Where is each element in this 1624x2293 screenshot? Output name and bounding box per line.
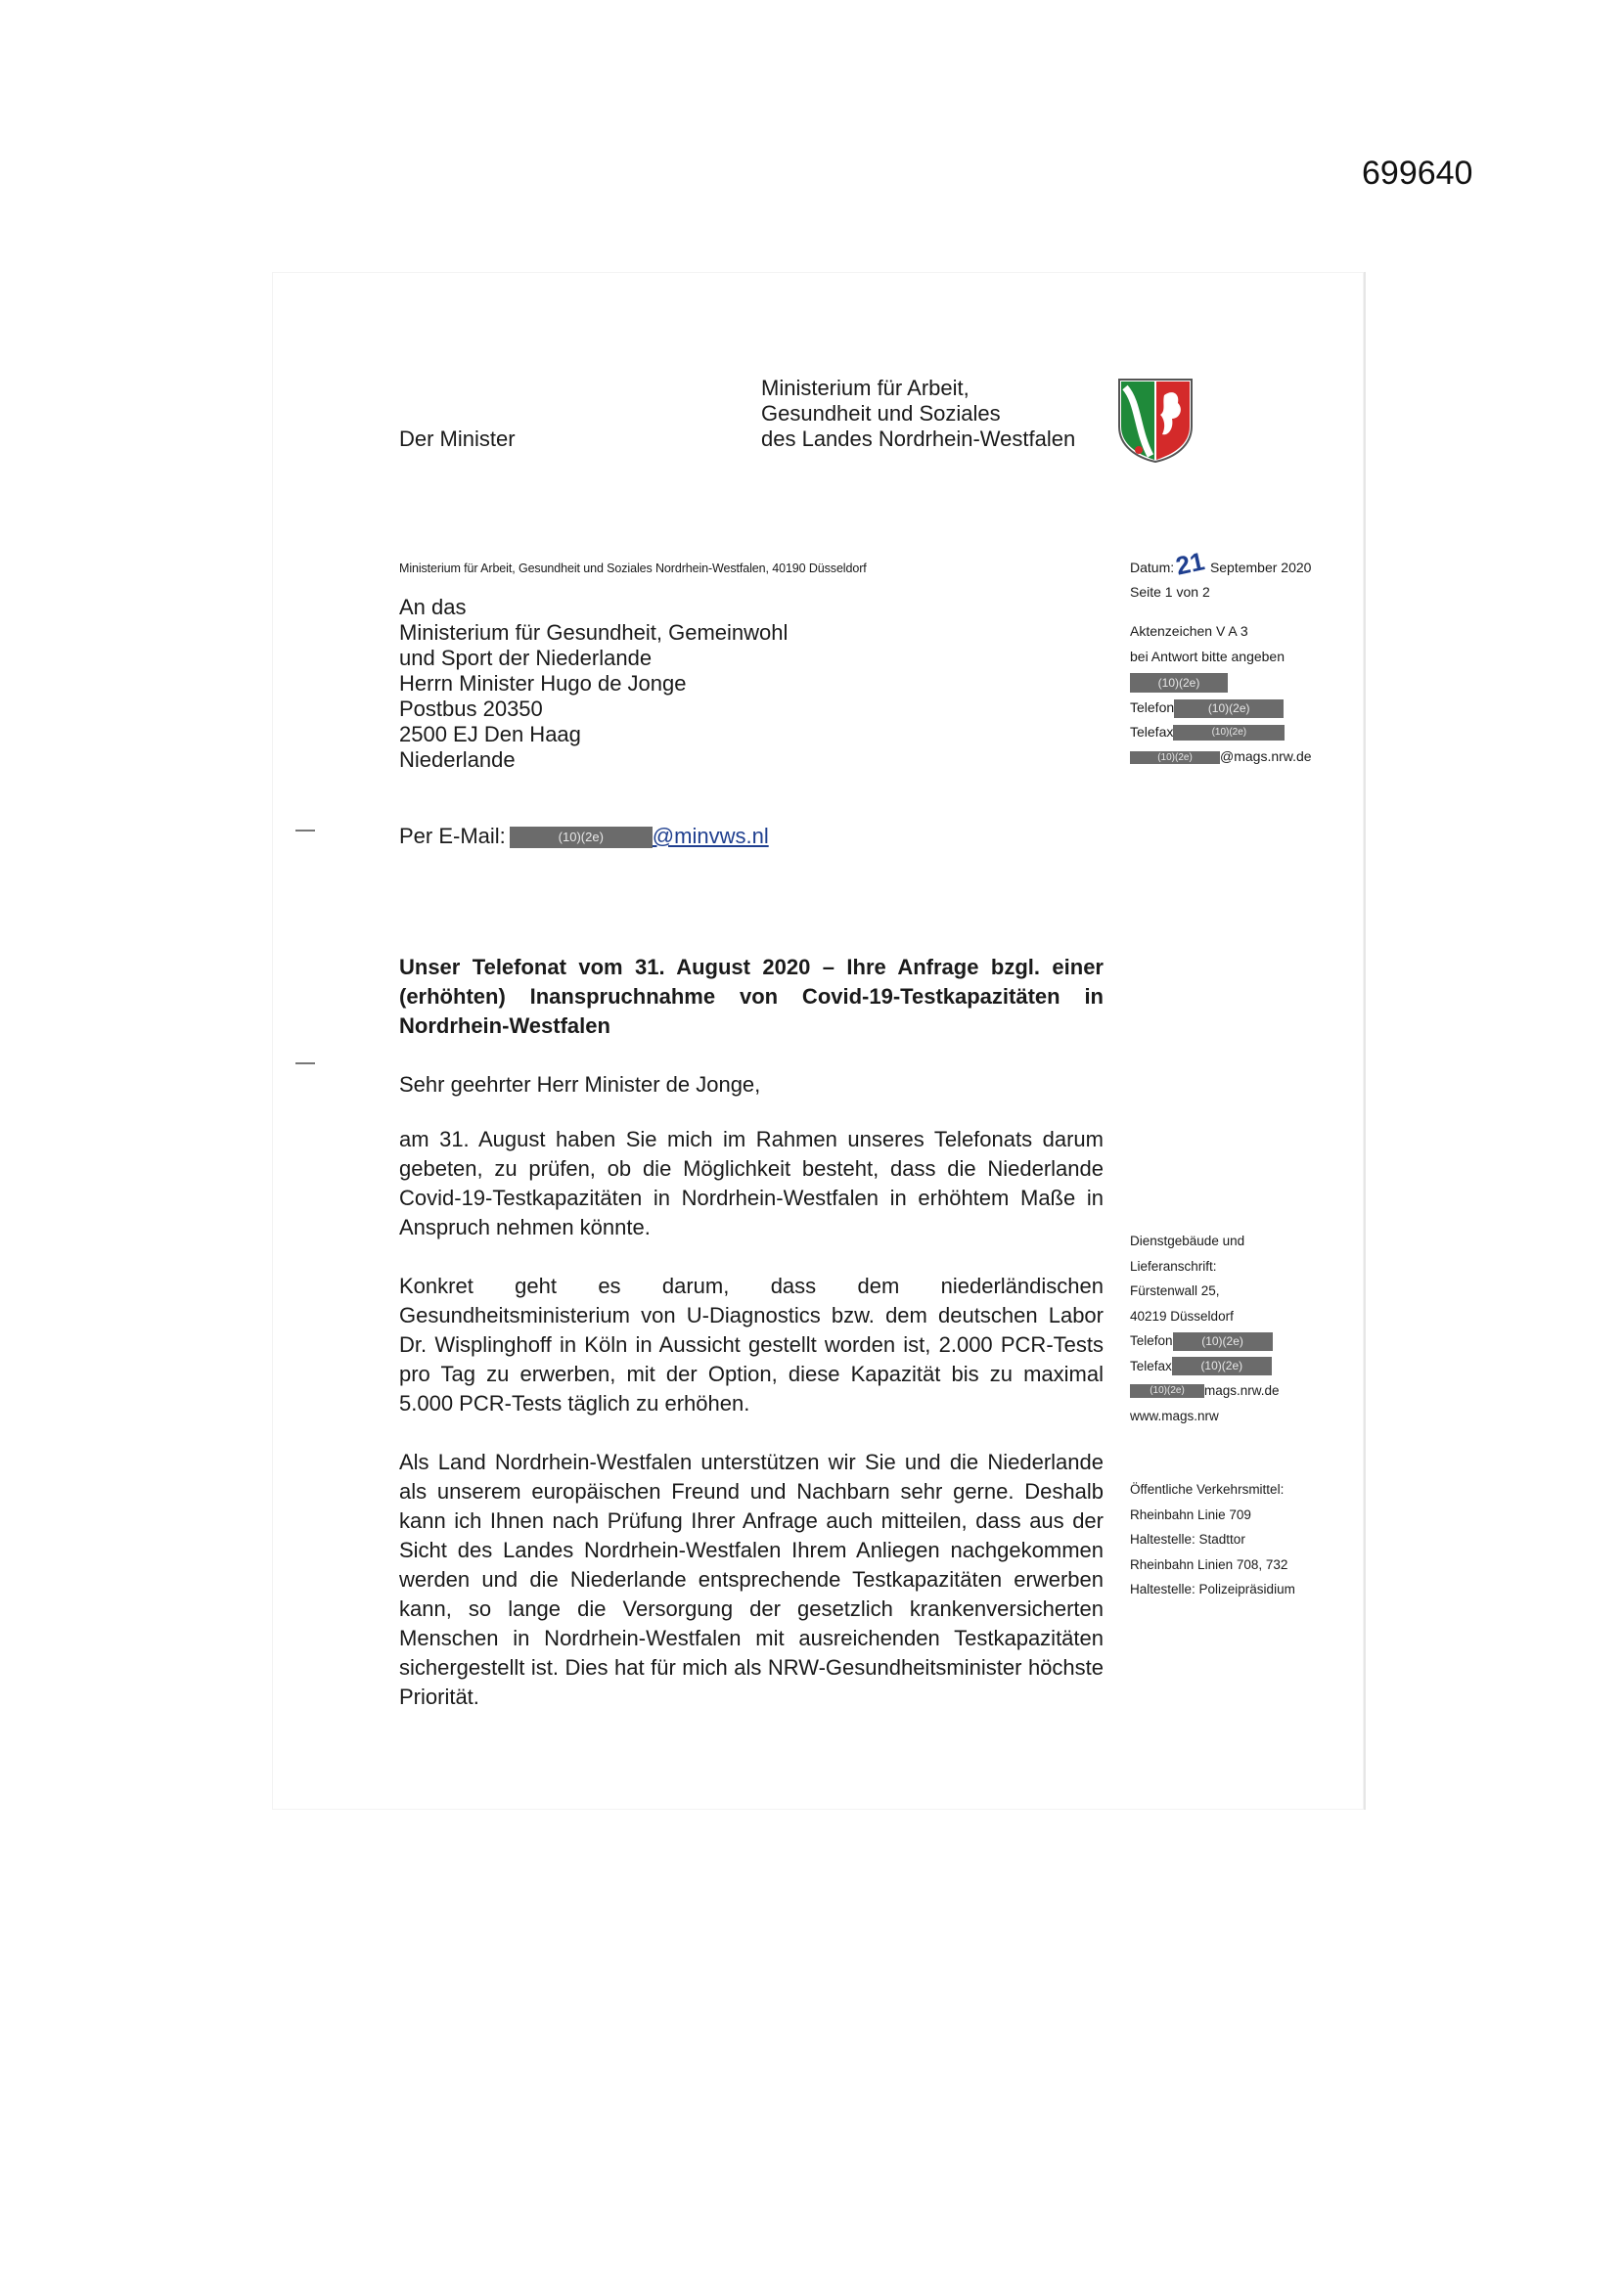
phone-label: Telefon: [1130, 699, 1175, 715]
ministry-line: Gesundheit und Soziales: [761, 401, 1001, 426]
email-line: [399, 824, 769, 849]
office-line: Lieferanschrift:: [1130, 1258, 1217, 1274]
fold-mark: [295, 1062, 315, 1064]
redaction-box: (10)(2e): [1173, 725, 1285, 741]
letter-metadata: [1130, 546, 1312, 769]
redaction-box: (10)(2e): [510, 827, 653, 848]
recipient-line: 2500 EJ Den Haag: [399, 722, 581, 746]
office-info: [1130, 1229, 1280, 1428]
contact-redaction-row: [1130, 669, 1312, 695]
return-address: Ministerium für Arbeit, Gesundheit und Soziales Nordrhein-Westfalen, 40190 Düsseldorf: [399, 562, 867, 575]
office-phone-row: [1130, 1328, 1280, 1354]
file-reference: Aktenzeichen V A 3: [1130, 623, 1248, 639]
transit-heading: Öffentliche Verkehrsmittel:: [1130, 1482, 1285, 1497]
recipient-line: Ministerium für Gesundheit, Gemeinwohl: [399, 620, 789, 645]
date-row: [1130, 546, 1312, 581]
transit-line: Rheinbahn Linien 708, 732: [1130, 1556, 1288, 1572]
office-line: Dienstgebäude und: [1130, 1234, 1245, 1248]
recipient-line: Postbus 20350: [399, 697, 543, 721]
document-id: 699640: [1362, 155, 1473, 192]
body-paragraph: am 31. August haben Sie mich im Rahmen unseres Telefonats darum gebeten, zu prüfen, ob die Möglichkeit besteht, dass die Niederlande Covid-19-Testkapazitäten in Nordrhein-Westfalen in erhöhtem Maße in Anspruch nehmen könnte.: [399, 1127, 1104, 1239]
office-line: Fürstenwall 25,: [1130, 1283, 1220, 1298]
date-month-year: September 2020: [1209, 560, 1312, 575]
redaction-box: (10)(2e): [1174, 699, 1284, 718]
date-day-handwritten: 21: [1173, 546, 1207, 581]
recipient-address: [399, 595, 788, 773]
office-line: 40219 Düsseldorf: [1130, 1308, 1234, 1324]
transit-line: Haltestelle: Stadttor: [1130, 1532, 1245, 1547]
office-email-row: [1130, 1378, 1280, 1404]
subject-line: Unser Telefonat vom 31. August 2020 – Ihre Anfrage bzgl. einer (erhöhten) Inanspruchnahme von Covid-19-Testkapazitäten in Nordrhein-Westfalen: [399, 955, 1104, 1038]
email-domain-link[interactable]: @minvws.nl: [652, 824, 769, 848]
body-paragraph: Konkret geht es darum, dass dem niederländischen Gesundheitsministerium von U-Diagnostics bzw. dem deutschen Labor Dr. Wisplinghoff in Köln in Aussicht gestellt worden ist, 2.000 PCR-Tests pro Tag zu erwerben, mit der Option, diese Kapazität bis zu maximal 5.000 PCR-Tests täglich zu erhöhen.: [399, 1274, 1104, 1416]
fax-label: Telefax: [1130, 1358, 1172, 1373]
date-label: Datum:: [1130, 560, 1175, 575]
office-email-suffix: mags.nrw.de: [1204, 1383, 1280, 1398]
recipient-line: Herrn Minister Hugo de Jonge: [399, 671, 687, 696]
recipient-line: An das: [399, 595, 467, 619]
coat-of-arms-icon: [1115, 376, 1195, 464]
phone-label: Telefon: [1130, 1333, 1173, 1348]
public-transport-info: [1130, 1477, 1295, 1602]
email-label: Per E-Mail:: [399, 824, 506, 848]
recipient-line: Niederlande: [399, 747, 516, 772]
email-suffix: @mags.nrw.de: [1220, 748, 1312, 764]
scan-edge: [1364, 272, 1366, 1810]
office-fax-row: [1130, 1354, 1280, 1379]
page-count: Seite 1 von 2: [1130, 584, 1210, 600]
ministry-line: des Landes Nordrhein-Westfalen: [761, 427, 1076, 451]
redaction-box: (10)(2e): [1130, 1384, 1204, 1398]
ministry-line: Ministerium für Arbeit,: [761, 376, 970, 400]
body-paragraph: Als Land Nordrhein-Westfalen unterstützen wir Sie und die Niederlande als unserem europäischen Freund und Nachbarn sehr gerne. Deshalb kann ich Ihnen nach Prüfung Ihrer Anfrage auch mitteilen, dass aus der Sicht des Landes Nordrhein-Westfalen Ihrem Anliegen nachgekommen werden und die Niederlande entsprechende Testkapazitäten erwerben kann, so lange die Versorgung der gesetzlich krankenversicherten Menschen in Nordrhein-Westfalen mit ausreichenden Testkapazitäten sichergestellt ist. Dies hat für mich als NRW-Gesundheitsminister höchste Priorität.: [399, 1450, 1104, 1709]
fax-label: Telefax: [1130, 724, 1174, 740]
salutation: Sehr geehrter Herr Minister de Jonge,: [399, 1072, 761, 1097]
fax-row: [1130, 719, 1312, 743]
redaction-box: (10)(2e): [1130, 673, 1228, 693]
redaction-box: (10)(2e): [1130, 751, 1220, 764]
redaction-box: (10)(2e): [1173, 1332, 1273, 1351]
transit-line: Rheinbahn Linie 709: [1130, 1506, 1251, 1522]
recipient-line: und Sport der Niederlande: [399, 646, 653, 670]
reply-note: bei Antwort bitte angeben: [1130, 649, 1286, 664]
email-row: [1130, 743, 1312, 769]
minister-label: Der Minister: [399, 427, 516, 451]
redaction-box: (10)(2e): [1172, 1357, 1272, 1375]
transit-line: Haltestelle: Polizeipräsidium: [1130, 1582, 1295, 1596]
ministry-name: [761, 376, 1075, 452]
fold-mark: [295, 830, 315, 832]
office-website: www.mags.nrw: [1130, 1408, 1219, 1423]
phone-row: [1130, 695, 1312, 719]
